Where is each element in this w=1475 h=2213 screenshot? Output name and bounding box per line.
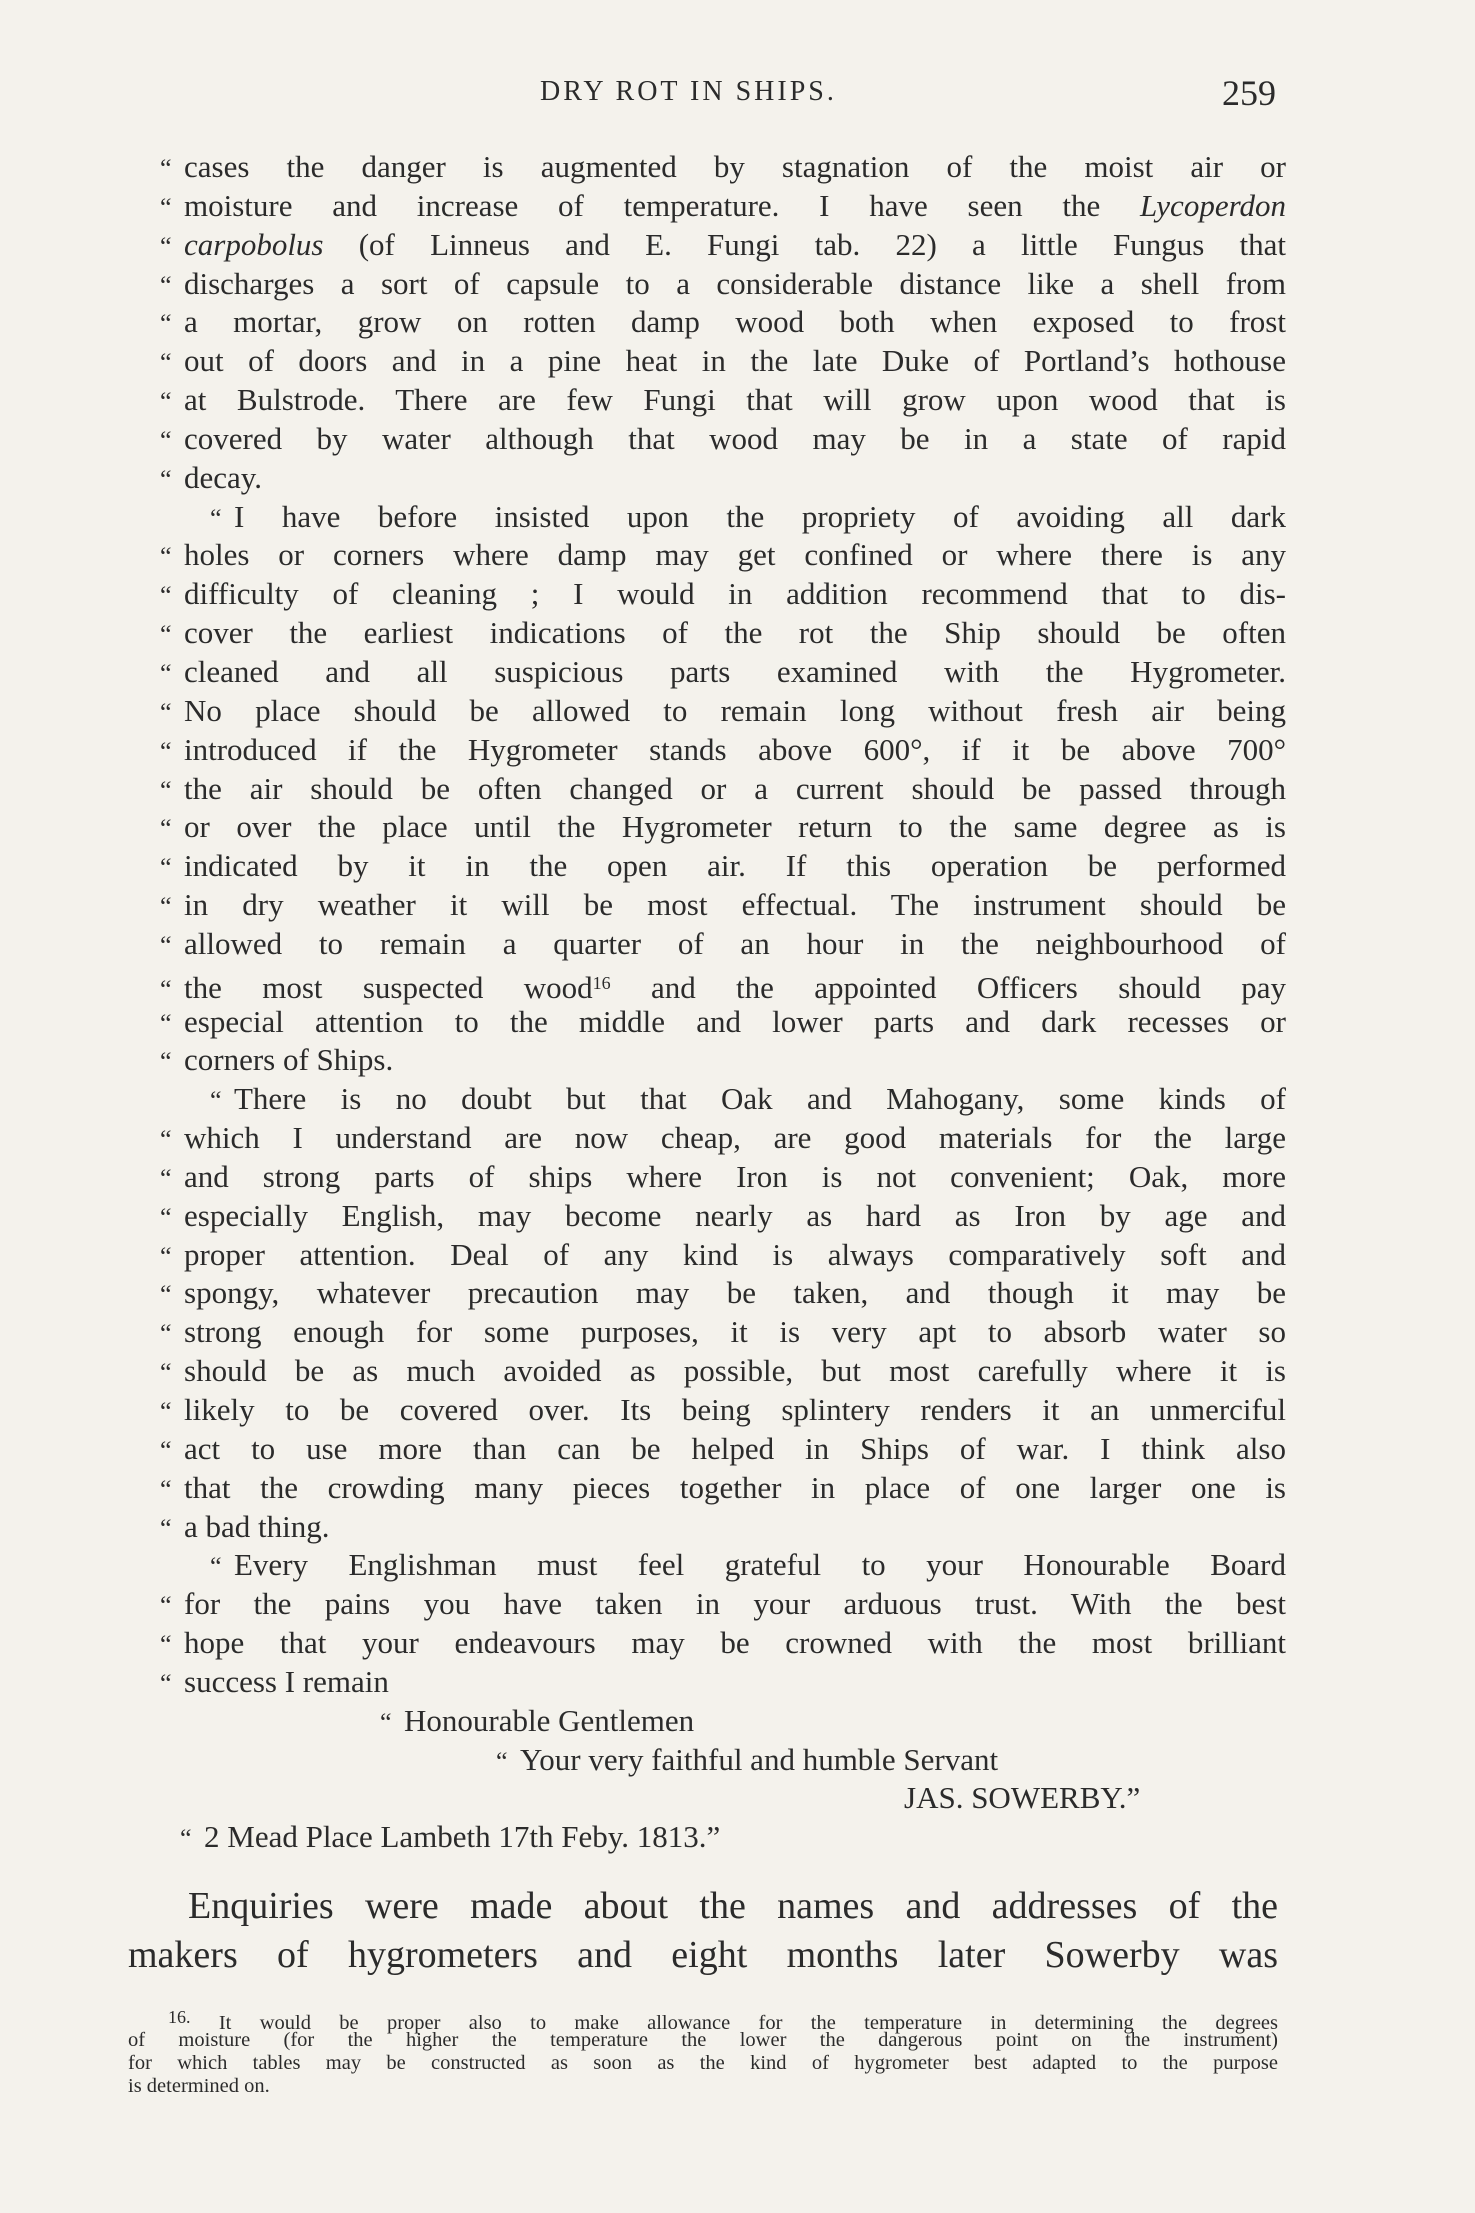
- text-segment: act to use more than can be helped in Ships of war. I think also: [184, 1430, 1286, 1466]
- quote-mark: “: [160, 1280, 172, 1310]
- text-segment: Every Englishman must feel grateful to your Honourable Board: [234, 1547, 1286, 1583]
- quote-line: [160, 342, 1286, 381]
- text-segment: for the pains you have taken in your arduous trust. With the best: [184, 1586, 1286, 1622]
- quote-line: [160, 1041, 1286, 1080]
- quote-line: [160, 847, 1286, 886]
- quote-line: [160, 614, 1286, 653]
- quote-line: [160, 536, 1286, 575]
- quote-line: [160, 1469, 1286, 1508]
- text-segment: out of doors and in a pine heat in the late Duke of Portland’s hothouse: [184, 343, 1286, 379]
- quote-mark: “: [496, 1746, 508, 1776]
- text-segment: JAS. SOWERBY.”: [904, 1780, 1141, 1816]
- quote-line: [180, 1818, 1286, 1857]
- quote-mark: “: [160, 1202, 172, 1232]
- quote-mark: “: [160, 697, 172, 727]
- quote-line: [160, 1236, 1286, 1275]
- footnote-reference: 16: [592, 972, 611, 993]
- quote-mark: “: [160, 1513, 172, 1543]
- text-segment: the air should be often changed or a current should be passed through: [184, 770, 1286, 806]
- quote-mark: “: [160, 1397, 172, 1426]
- quote-mark: “: [160, 620, 172, 650]
- quote-mark: “: [160, 1047, 172, 1077]
- text-segment: difficulty of cleaning ; I would in addition recommend that to dis-: [184, 576, 1286, 612]
- quote-line: [160, 1119, 1286, 1158]
- text-segment: especially English, may become nearly as hard as Iron by age and: [184, 1197, 1286, 1233]
- quote-mark: “: [210, 1552, 222, 1582]
- quote-mark: “: [160, 658, 172, 688]
- quote-line: [160, 1313, 1286, 1352]
- text-segment: hope that your endeavours may be crowned with the most brilliant: [184, 1625, 1286, 1661]
- quote-mark: “: [160, 853, 172, 883]
- text-segment: cleaned and all suspicious parts examined with the Hygrometer.: [184, 653, 1286, 689]
- quote-line: [160, 925, 1286, 964]
- footnote-line: [128, 2006, 1279, 2034]
- text-segment: success I remain: [184, 1663, 389, 1699]
- quote-line: [160, 808, 1286, 847]
- footnote-number: 16.: [168, 2007, 191, 2027]
- text-segment: 2 Mead Place Lambeth 17th Feby. 1813.”: [204, 1819, 721, 1855]
- quote-mark: “: [160, 1474, 172, 1504]
- quote-line: [160, 964, 1286, 1005]
- footnote-text: is determined on.: [128, 2075, 270, 2097]
- page-number: 259: [1222, 73, 1276, 113]
- quote-line: [160, 1158, 1286, 1197]
- quote-mark: “: [160, 387, 172, 417]
- quote-line: [160, 420, 1286, 459]
- text-segment: allowed to remain a quarter of an hour in the neighbourhood of: [184, 925, 1286, 961]
- quote-line: [160, 459, 1286, 498]
- quote-mark: “: [160, 1319, 172, 1349]
- quote-mark: “: [160, 736, 172, 766]
- quote-mark: “: [160, 1668, 172, 1698]
- running-header: [0, 73, 1475, 116]
- footnote-text: of moisture (for the higher the temperature the lower the dangerous point on the instrument): [128, 2029, 1278, 2051]
- quote-line: [160, 1663, 1286, 1702]
- italic-term: carpobolus: [184, 226, 324, 262]
- text-segment: a mortar, grow on rotten damp wood both when exposed to frost: [184, 304, 1286, 340]
- quote-mark: “: [160, 348, 172, 378]
- quote-mark: “: [160, 892, 172, 922]
- quote-mark: “: [180, 1824, 192, 1854]
- quote-mark: “: [160, 775, 172, 805]
- text-segment: proper attention. Deal of any kind is always comparatively soft and: [184, 1236, 1286, 1272]
- quote-mark: “: [160, 1435, 172, 1465]
- text-segment: cases the danger is augmented by stagnation of the moist air or: [184, 149, 1286, 184]
- italic-term: Lycoperdon: [1139, 187, 1286, 223]
- body-line: makers of hygrometers and eight months later Sowerby was: [128, 1934, 1278, 1976]
- quote-mark: “: [160, 1358, 172, 1388]
- quote-line: [160, 226, 1286, 265]
- text-segment: and the appointed Officers should pay: [610, 969, 1286, 1005]
- quote-mark: “: [160, 425, 172, 455]
- quote-line: [160, 653, 1286, 692]
- text-segment: and strong parts of ships where Iron is not convenient; Oak, more: [184, 1158, 1286, 1194]
- quote-line: [160, 1508, 1286, 1547]
- text-segment: There is no doubt but that Oak and Mahogany, some kinds of: [234, 1081, 1286, 1117]
- quote-line: [186, 1546, 1286, 1585]
- quote-mark: “: [160, 270, 172, 300]
- body-line: Enquiries were made about the names and addresses of the: [188, 1885, 1278, 1927]
- quote-mark: “: [160, 1241, 172, 1271]
- text-segment: should be as much avoided as possible, but most carefully where it is: [184, 1353, 1286, 1389]
- footnote-line: [128, 2052, 1278, 2075]
- quote-line: [160, 265, 1286, 304]
- text-segment: in dry weather it will be most effectual. The instrument should be: [184, 887, 1286, 923]
- text-segment: at Bulstrode. There are few Fungi that will grow upon wood that is: [184, 382, 1286, 418]
- quote-line: [160, 1352, 1286, 1391]
- quote-line: [160, 575, 1286, 614]
- quote-mark: “: [210, 1086, 222, 1116]
- text-segment: moisture and increase of temperature. I have seen the: [184, 187, 1140, 223]
- quote-line: [160, 1197, 1286, 1236]
- text-segment: Your very faithful and humble Servant: [520, 1741, 999, 1777]
- quote-line: [186, 1779, 1286, 1818]
- quote-line: [160, 187, 1286, 226]
- quote-mark: “: [380, 1707, 392, 1737]
- quote-line: [160, 303, 1286, 342]
- text-segment: cover the earliest indications of the rot the Ship should be often: [184, 615, 1286, 651]
- quoted-letter: [160, 148, 1286, 1857]
- text-segment: discharges a sort of capsule to a considerable distance like a shell from: [184, 265, 1286, 301]
- quote-mark: “: [160, 192, 172, 222]
- footnote-text: It would be proper also to make allowance for the temperature in determining the degrees: [218, 2012, 1279, 2034]
- quote-mark: “: [160, 974, 172, 1004]
- text-segment: that the crowding many pieces together in place of one larger one is: [184, 1469, 1286, 1505]
- quote-mark: “: [160, 542, 172, 572]
- text-segment: (of Linneus and E. Fungi tab. 22) a little Fungus that: [323, 226, 1286, 262]
- quote-line: [160, 1391, 1286, 1430]
- quote-line: [160, 1430, 1286, 1469]
- quote-mark: “: [160, 581, 172, 611]
- text-segment: covered by water although that wood may be in a state of rapid: [184, 420, 1286, 456]
- text-segment: especial attention to the middle and lower parts and dark recesses or: [184, 1003, 1286, 1039]
- text-segment: corners of Ships.: [184, 1042, 394, 1078]
- text-segment: spongy, whatever precaution may be taken, and though it may be: [184, 1275, 1286, 1311]
- text-segment: which I understand are now cheap, are good materials for the large: [184, 1120, 1286, 1156]
- text-segment: strong enough for some purposes, it is very apt to absorb water so: [184, 1314, 1286, 1350]
- text-segment: the most suspected wood: [184, 969, 593, 1005]
- quote-line: [160, 1624, 1286, 1663]
- quote-line: [160, 1274, 1286, 1313]
- quote-line: [160, 886, 1286, 925]
- text-segment: introduced if the Hygrometer stands above 600°, if it be above 700°: [184, 731, 1286, 767]
- quote-mark: “: [160, 464, 172, 494]
- quote-line: [160, 1585, 1286, 1624]
- running-title: DRY ROT IN SHIPS.: [540, 76, 837, 107]
- text-segment: likely to be covered over. Its being splintery renders it an unmerciful: [184, 1392, 1286, 1427]
- quote-mark: “: [160, 1163, 172, 1193]
- text-segment: indicated by it in the open air. If this operation be performed: [184, 848, 1286, 884]
- quote-mark: “: [160, 930, 172, 960]
- quote-mark: “: [160, 814, 172, 844]
- quote-mark: “: [160, 154, 172, 183]
- footnote-line: [128, 2075, 1278, 2098]
- text-segment: holes or corners where damp may get confined or where there is any: [184, 537, 1286, 573]
- text-segment: decay.: [184, 459, 263, 495]
- quote-mark: “: [160, 1008, 172, 1038]
- quote-line: [186, 1702, 1286, 1741]
- quote-mark: “: [160, 1630, 172, 1660]
- quote-line: [160, 731, 1286, 770]
- quote-line: [160, 148, 1286, 187]
- quote-mark: “: [160, 309, 172, 339]
- footnote-text: for which tables may be constructed as soon as the kind of hygrometer best adapted to the purpose: [128, 2052, 1278, 2074]
- quote-line: [186, 498, 1286, 537]
- text-segment: or over the place until the Hygrometer return to the same degree as is: [184, 809, 1286, 845]
- quote-mark: “: [160, 1125, 172, 1155]
- quote-line: [160, 770, 1286, 809]
- quote-mark: “: [160, 231, 172, 261]
- quote-mark: “: [210, 503, 222, 533]
- text-segment: Honourable Gentlemen: [404, 1702, 695, 1738]
- text-segment: No place should be allowed to remain long without fresh air being: [184, 692, 1286, 728]
- quote-line: [186, 1080, 1286, 1119]
- footnote: [128, 2006, 1278, 2098]
- quote-line: [186, 1741, 1286, 1780]
- quote-line: [160, 692, 1286, 731]
- text-segment: I have before insisted upon the propriety of avoiding all dark: [234, 498, 1286, 534]
- text-segment: a bad thing.: [184, 1508, 330, 1544]
- quote-mark: “: [160, 1591, 172, 1621]
- quote-line: [160, 381, 1286, 420]
- quote-line: [160, 1003, 1286, 1042]
- footnote-line: [128, 2029, 1278, 2052]
- body-paragraph: [128, 1882, 1278, 1980]
